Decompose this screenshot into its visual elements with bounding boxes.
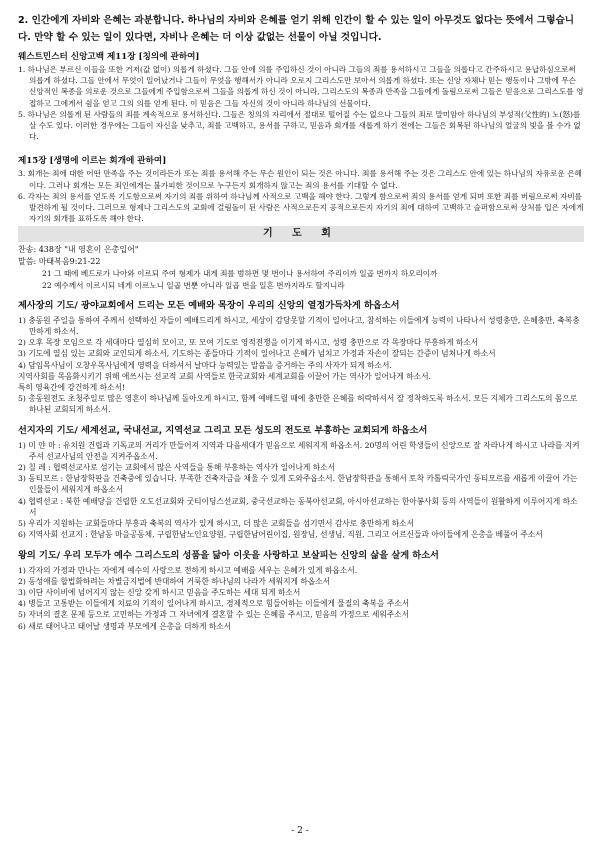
hymn-line: 찬송: 438장 "내 영혼이 은총입어" — [18, 245, 139, 255]
prayer-item: 1) 미 얀 마 : 유치원 건립과 기독교의 거리가 만들어져 지역과 다음세대가 믿음으로 세워지게 하옵소서. 20명의 어린 학생들이 신앙으로 잘 자라나게 하시고 나라를 지켜주셔 선교사님의 안전을 지켜주옵소서. — [18, 440, 580, 461]
prayer-item: 6) 새로 태어나고 태어날 생명과 부모에게 은총을 더하게 하소서 — [18, 621, 232, 631]
prayer-item: 5) 우리가 지원하는 교회들마다 부흥과 축복의 역사가 있게 하시고, 더 많은 교회들을 섬기면서 감사로 충만하게 하소서 — [18, 519, 415, 529]
prayer-item: 4) 협력선교 : 북한 예배당을 건립한 오도선교회와 굿티이딩스선교회, 중국선교하는 동북아선교회, 아시아선교하는 한아봉사회 등의 사역들이 원활하게 이루어지게 하소서 — [18, 496, 578, 517]
prayer-item: 지역사회를 목음화시키기 위해 애쓰시는 선교적 교회 사역들로 한국교회와 세계교회를 이끌어 가는 역사가 일어나게 하소서. — [18, 371, 431, 381]
scripture-line: 말씀: 마태복음9:21-22 — [18, 257, 101, 267]
section-title-prophet: 선지자의 기도/ 세계선교, 국내선교, 지역선교 그리고 모든 성도의 전도로 부흥하는 교회되게 하옵소서 — [18, 424, 428, 436]
prayer-item: 3) 이단 사이비에 넘어지지 않는 신앙 갖게 하시고 믿음을 주도하는 세대 되게 하소서 — [18, 587, 301, 597]
verse-line: 21 그 때에 베드로가 나아와 이르되 주여 형제가 내게 죄를 범하면 몇 번이나 용서하여 주리이까 일곱 번까지 하오리이까 — [42, 269, 438, 279]
prayer-item: 2) 오후 목장 모임으로 각 세대마다 열심히 모이고, 또 모여 기도로 영적전쟁을 이기게 하시고, 성령 충만으로 각 목장마다 부흥하게 하소서 — [18, 338, 479, 348]
verse-line: 22 예수께서 이르시되 네게 이르노니 일곱 번뿐 아니라 일곱 번을 일흔 번까지라도 할지니라 — [42, 280, 345, 290]
prayer-item: 2) 칠 레 : 협력선교사로 섬기는 교회에서 많은 사역들을 통해 부흥하는 역사가 일어나게 하소서 — [18, 463, 336, 473]
confession-item: 1. 하나님은 부르신 이들을 또한 거저(값 없이) 의롭게 하셨다. 그들 안에 의를 주입하신 것이 아니라 그들의 죄를 용서하시고 그들을 의롭다고 간주하시고 용납하심으로써 의롭게 하셨다. 그들 안에서 무엇이 일어났거나 그들이 무엇을 행해서가 아니라 오로지 그리스도만 보아서 의롭게 하셨다. 또는 신앙 자체나 믿는 행동이나 그밖에 무슨 신앙적인 복종을 의로운 것으로 그들에게 주입함으로써 그들을 의롭게 하신 것이 아니라, 그리스도의 복종과 만족을 그들에게 돌림으로써 그들은 믿음으로 그리스도를 영접하고 그에게서 쉼을 얻고 그의 의를 얻게 된다. 이 믿음은 그들 자신의 것이 아니라 하나님의 선물이다. — [18, 65, 584, 108]
prayer-item: 5) 자녀의 결혼 문제 등으로 고민하는 가정과 그 자녀에게 결혼할 수 있는 은혜를 주시고, 믿음의 가정으로 세워주소서 — [18, 610, 410, 620]
confession-item: 3. 회개는 죄에 대한 어떤 만족을 주는 것이라든가 또는 죄를 용서해 주는 무슨 원인이 되는 것은 아니다. 죄를 용서해 주는 것은 그리스도 안에 있는 하나님의 자유로운 은혜이다. 그러나 회개는 모든 죄인에게는 불가피한 것이므로 누구든지 회개하지 않고는 죄의 용서를 기대할 수 없다. — [18, 169, 582, 190]
page-number: - 2 - — [291, 826, 309, 836]
lead-paragraph: 2. 인간에게 자비와 은혜는 과분합니다. 하나님의 자비와 은혜를 얻기 위해 인간이 할 수 있는 일이 아무것도 없다는 뜻에서 그렇습니다. 만약 할 수 있는 일이 있다면, 자비나 은혜는 더 이상 값없는 선물이 아닐 것입니다. — [18, 15, 574, 43]
section-title-king: 왕의 기도/ 우리 모두가 예수 그리스도의 성품을 닮아 이웃을 사랑하고 보살피는 신앙의 삶을 살게 하소서 — [18, 549, 439, 561]
prayer-item: 4) 병들고 고통받는 이들에게 치료의 기적이 일어나게 하시고, 경제적으로 힘들어하는 이들에게 물질의 축복을 주소서 — [18, 599, 410, 609]
confession-item: 6. 각자는 죄의 용서를 얻도록 기도함으로써 자기의 죄를 위하여 하나님께 사적으로 고백을 해야 한다. 그렇게 함으로써 죄의 용서를 얻게 되며 또한 죄를 버림으로써 자비를 발견하게 될 것이다. 그러므로 형제나 그리스도의 교회에 걸림돌이 된 사람은 사적으로든지 공적으로든지 자기의 죄에 대하여 고백하고 슬퍼함으로써 상처를 입은 자에게 자기의 회개를 표하도록 해야 한다. — [18, 191, 584, 224]
confession-source-2: 제15장 [생명에 이르는 회개에 관하여] — [18, 156, 167, 167]
prayer-item: 1) 충동원 주일을 통하여 주께서 선택하신 자들이 예배드리게 하시고, 세상이 감당못할 기적이 일어나고, 참석하는 이들에게 능력이 나타나서 성령충만, 은혜충만, 축복충만하게 하소서. — [18, 315, 580, 337]
king-prayer-list — [18, 565, 584, 632]
scripture-quote — [18, 268, 584, 290]
prayer-item: 3) 기도에 열심 있는 교회와 교인되게 하소서, 기도하는 종들마다 기적이 일어나고 은혜가 넘치고 가정과 자손이 잘되는 간증이 넘쳐나게 하소서 — [18, 349, 496, 359]
prayer-item: 4) 담임목사님이 오창우목사님에게 영력을 더하셔서 날마다 능력있는 말씀을 증거하는 주의 사자가 되게 하소서. — [18, 360, 392, 370]
confession-list-2 — [18, 168, 584, 224]
confession-source-1: 웨스트민스터 신앙고백 제11장 [칭의에 관하여] — [18, 52, 200, 62]
prayer-meeting-header: 기 도 회 — [18, 226, 584, 242]
prayer-item: 2) 동성애를 합법화하려는 차별금지법에 반대하여 거룩한 하나님의 나라가 세워지게 하옵소서 — [18, 576, 331, 586]
prayer-item: 1) 각자의 가정과 만나는 자에게 예수의 사랑으로 전하게 하시고 예배를 세우는 은혜가 있게 하옵소서. — [18, 565, 358, 575]
prayer-item: 특히 영육간에 강건하게 하소서! — [18, 383, 125, 393]
page-body — [18, 12, 584, 632]
section-title-priest: 제사장의 기도/ 광야교회에서 드리는 모든 예배와 목장이 우리의 신앙의 열정가득차게 하옵소서 — [18, 299, 400, 311]
priest-prayer-list — [18, 315, 584, 416]
confession-list-1 — [18, 64, 584, 142]
prophet-prayer-list — [18, 440, 584, 541]
confession-item: 5. 하나님은 의롭게 된 사람들의 죄를 계속적으로 용서하신다. 그들은 칭의의 자리에서 절대로 떨어질 수는 없으나 그들의 죄로 말미암아 하나님의 부성적(父性的) 노(怒)를 살 수도 있다. 이러한 경우에는 그들이 자신을 낮추고, 죄를 고백하고, 용서를 구하고, 믿음과 회개를 새롭게 하기 전에는 그들은 회복된 하나님의 얼굴의 빛을 볼 수가 없다. — [18, 109, 581, 142]
prayer-item: 5) 총동원전도 초청주일로 많은 영혼이 하나님께 돌아오게 하시고, 함께 예배드릴 때에 충만한 은혜를 허락하셔서 잘 정착하도록 하소서. 모든 지체가 그리스도의 몸으로 하나된 교회되게 하소서. — [18, 394, 578, 415]
prayer-item: 6) 지역사회 선교지 : 한남동 마을공동체, 구립한남노인요양원, 구립한남어린이집, 원장님, 선생님, 직원, 그리고 어르신들과 아이들에게 은총을 베풀어 주소서 — [18, 530, 543, 540]
prayer-item: 3) 동티모르 : 한남장학판을 건축중에 있습니다. 부족한 건축자금을 채울 수 있게 도와주옵소서. 한남장학관을 통해서 토착 카톨릭국가인 동티모르를 새롭게 이끌어 가는 인물들이 세워지게 하옵소서 — [18, 474, 578, 495]
